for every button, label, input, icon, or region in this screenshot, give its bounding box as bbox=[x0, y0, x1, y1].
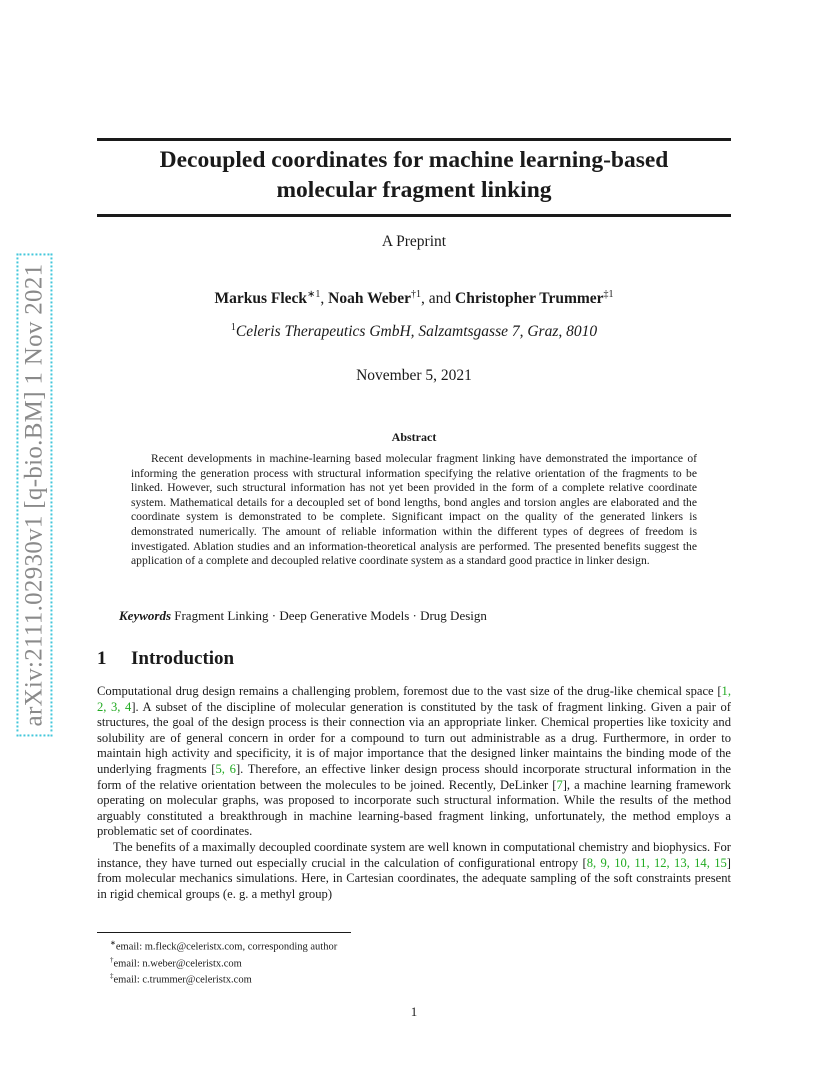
author-mark: ∗1 bbox=[307, 289, 321, 300]
arxiv-stamp bbox=[14, 235, 54, 755]
footnote bbox=[110, 970, 337, 987]
author-mark: †1 bbox=[410, 289, 421, 300]
footnote-text: email: c.trummer@celeristx.com bbox=[113, 974, 252, 986]
affiliation-text: Celeris Therapeutics GmbH, Salzamtsgasse 7, Graz, 8010 bbox=[235, 323, 598, 341]
footnote bbox=[110, 954, 337, 971]
title-line-2: molecular fragment linking bbox=[276, 177, 552, 203]
keywords-list: Fragment Linking · Deep Generative Models · Drug Design bbox=[174, 608, 487, 623]
keywords-label: Keywords bbox=[119, 608, 171, 623]
preprint-label: A Preprint bbox=[381, 233, 447, 250]
keywords bbox=[119, 608, 487, 624]
citation-link[interactable]: 8, 9, 10, 11, 12, 13, 14, 15 bbox=[586, 855, 727, 870]
title-bottom-rule bbox=[97, 214, 731, 217]
paragraph bbox=[97, 684, 731, 840]
text-run: ], a machine learning framework operating on molecular graphs, was proposed to incorporate such structural information. While the results of the method arguably constituted a breakthrough in machine learning-based fragment linking, unfortunately, the method employs a problematic set of coordinates. bbox=[97, 777, 731, 839]
author-list bbox=[97, 289, 731, 308]
section-heading bbox=[97, 648, 234, 670]
footnotes bbox=[110, 937, 337, 987]
arxiv-identifier: arXiv:2111.02930v1 [q-bio.BM] 1 Nov 2021 bbox=[16, 254, 52, 737]
title-line-1: Decoupled coordinates for machine learning-based bbox=[159, 147, 669, 173]
author-separator: , bbox=[320, 290, 329, 308]
text-run: The benefits of a maximally decoupled coordinate system are well known in computational chemistry and biophysics. For instance, they have turned out especially crucial in the calculation of configurational entropy [ bbox=[97, 839, 731, 870]
footnote-text: email: n.weber@celeristx.com bbox=[113, 958, 242, 969]
footnote bbox=[110, 937, 337, 954]
footnote-text: email: m.fleck@celeristx.com, corresponding author bbox=[115, 941, 338, 953]
author-name: Christopher Trummer bbox=[455, 290, 604, 308]
footnote-mark: † bbox=[110, 955, 114, 964]
citation-link[interactable]: 5, 6 bbox=[215, 761, 236, 776]
text-run: ] from molecular mechanics simulations. Here, in Cartesian coordinates, the adequate sampling of the soft constraints present in rigid chemical groups (e. g. a methyl group) bbox=[97, 855, 731, 901]
author-name: Markus Fleck bbox=[214, 290, 308, 308]
paragraph bbox=[97, 840, 731, 902]
text-run: ]. A subset of the discipline of molecular generation is constituted by the task of fragment linking. Given a pair of structures, the goal of the design process is their connection via an appropriate linker. Chemical properties like toxicity and solubility are of general concern in order for a compound to turn out administrable as a drug. Furthermore, in order to maintain high activity and specificity, it is of major importance that the designed linker maintains the binding mode of the underlying fragments [ bbox=[97, 699, 732, 776]
abstract-text: Recent developments in machine-learning based molecular fragment linking have demonstrated the importance of informing the generation process with structural information specifying the relative orientation of the fragments to be linked. However, such structural information has not yet been provided in the form of a complete relative coordinate system. Mathematical details for a decoupled set of bond lengths, bond angles and torsion angles are elaborated and the coordinate system is demonstrated to be complete. Significant impact on the quality of the generated linkers is demonstrated numerically. The amount of reliable information within the different types of degrees of freedom is investigated. Ablation studies and an information-theoretical analysis are performed. The presented benefits suggest the application of a complete and decoupled relative coordinate system as a standard good practice in linker design. bbox=[131, 452, 697, 568]
affiliation bbox=[97, 322, 731, 341]
affiliation-mark: 1 bbox=[230, 322, 236, 333]
section-title: Introduction bbox=[131, 648, 235, 669]
abstract-heading: Abstract bbox=[391, 430, 437, 444]
page-number: 1 bbox=[410, 1004, 418, 1019]
footnote-rule bbox=[97, 932, 351, 933]
text-run: ]. Therefore, an effective linker design process should incorporate structural information in the form of the relative orientation between the molecules to be joined. Recently, DeLinker [ bbox=[97, 761, 731, 792]
title-top-rule bbox=[97, 138, 731, 141]
author-name: Noah Weber bbox=[328, 290, 411, 308]
text-run: Computational drug design remains a challenging problem, foremost due to the vast size of the drug-like chemical space [ bbox=[97, 684, 722, 698]
footnote-mark: ‡ bbox=[110, 972, 114, 980]
section-number: 1 bbox=[97, 648, 107, 669]
author-mark: ‡1 bbox=[603, 289, 614, 300]
author-separator: , and bbox=[420, 290, 455, 308]
body-text bbox=[97, 684, 731, 902]
footnote-mark: ∗ bbox=[110, 939, 116, 947]
paper-date: November 5, 2021 bbox=[356, 367, 472, 384]
citation-link[interactable]: 7 bbox=[556, 777, 563, 792]
paper-title bbox=[97, 145, 731, 205]
citation-link[interactable]: 1, 2, 3, 4 bbox=[97, 684, 731, 714]
